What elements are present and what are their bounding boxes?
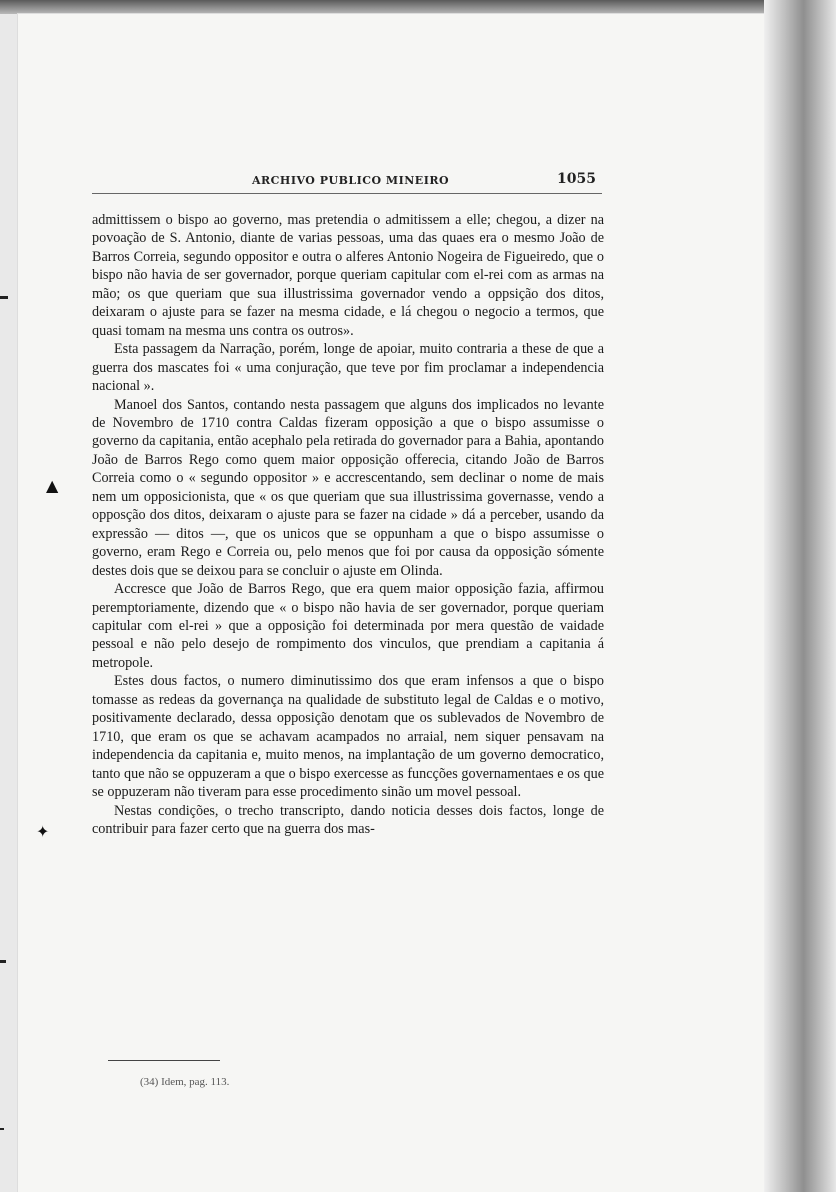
paragraph-3: Manoel dos Santos, contando nesta passagem que alguns dos implicados no levante de Novembro de 1710 contra Caldas fizeram opposição a que o bispo assumisse o governo da capitania, então acephalo pela retirada do governador para a Bahia, apontando João de Barros Rego como quem maior opposição offerecia, citando João de Barros Correia como o « segundo oppositor » e accrescentando, sem declinar o nome de mais nem um opposicionista, que « os que queriam que sua illustrissima governasse, vendo a opposção dos ditos, deixaram o ajuste para se fazer na cidade » dá a perceber, usando da expressão — ditos —, que os unicos que se oppunham a que o bispo assumisse o governo, eram Rego e Correia ou, pelo menos que foi por causa da opposição sómente destes dois que se deixou para se concluir o ajuste em Olinda. xyxy=(92,396,604,579)
page-header xyxy=(92,171,602,194)
running-title: ARCHIVO PUBLICO MINEIRO xyxy=(252,174,450,187)
footnote: (34) Idem, pag. 113. xyxy=(140,1076,230,1088)
paragraph-2: Esta passagem da Narração, porém, longe de apoiar, muito contraria a these de que a guerra dos mascates foi « uma conjuração, que teve por fim proclamar a independencia nacional ». xyxy=(92,341,604,395)
paragraph-1: admittissem o bispo ao governo, mas pretendia o admitissem a elle; chegou, a dizer na povoação de S. Antonio, diante de varias pessoas, uma das quaes era o mesmo João de Barros Correia, segundo oppositor e outra o alferes Antonio Nogeira de Figueiredo, que o bispo não havia de ser governador, porque queriam capitular com el-rei com as armas na mão; os que queriam que sua illustrissima governador vendo a oppsição dos ditos, deixaram o ajuste para se fazer na mesma cidade, e lá chegou o negocio a termos, que quasi tomam na mesma uns contra os outros». xyxy=(92,212,604,339)
book-gutter-shadow xyxy=(764,0,836,1192)
body-text xyxy=(92,211,604,838)
scan-top-edge xyxy=(0,0,836,14)
paragraph-6: Nestas condições, o trecho transcripto, dando noticia desses dois factos, longe de contribuir para fazer certo que na guerra dos mas- xyxy=(92,802,604,837)
margin-arrow-icon: ✦ xyxy=(36,822,50,841)
footnote-rule xyxy=(108,1060,220,1061)
scan-margin-mark xyxy=(0,296,8,299)
scan-margin-mark xyxy=(0,1128,4,1130)
scan-margin-mark xyxy=(0,960,6,963)
paragraph-5: Estes dous factos, o numero diminutissimo dos que eram infensos a que o bispo tomasse as redeas da governança na qualidade de substituto legal de Caldas e o motivo, positivamente declarado, dessa opposição denotam que os sublevados de Novembro de 1710, que eram os que se achavam acampados no arraial, nem siquer pensavam na independencia da capitania e, muito menos, na implantação de um governo democratico, tanto que não se oppuzeram a que o bispo exercesse as funcções governamentaes e os que se oppuzeram não tiveram para esse procedimento sinão um movel pessoal. xyxy=(92,673,604,801)
page-number: 1055 xyxy=(557,171,596,187)
paragraph-4: Accresce que João de Barros Rego, que era quem maior opposição fazia, affirmou peremptoriamente, dizendo que « o bispo não havia de ser governador, porque queriam capitular com el-rei » que a opposição foi determinada por mera questão de vaidade pessoal e não pelo desejo de rompimento dos vinculos, que prendiam a capitania á metropole. xyxy=(92,581,604,671)
margin-arrow-icon: ▲ xyxy=(46,476,59,495)
